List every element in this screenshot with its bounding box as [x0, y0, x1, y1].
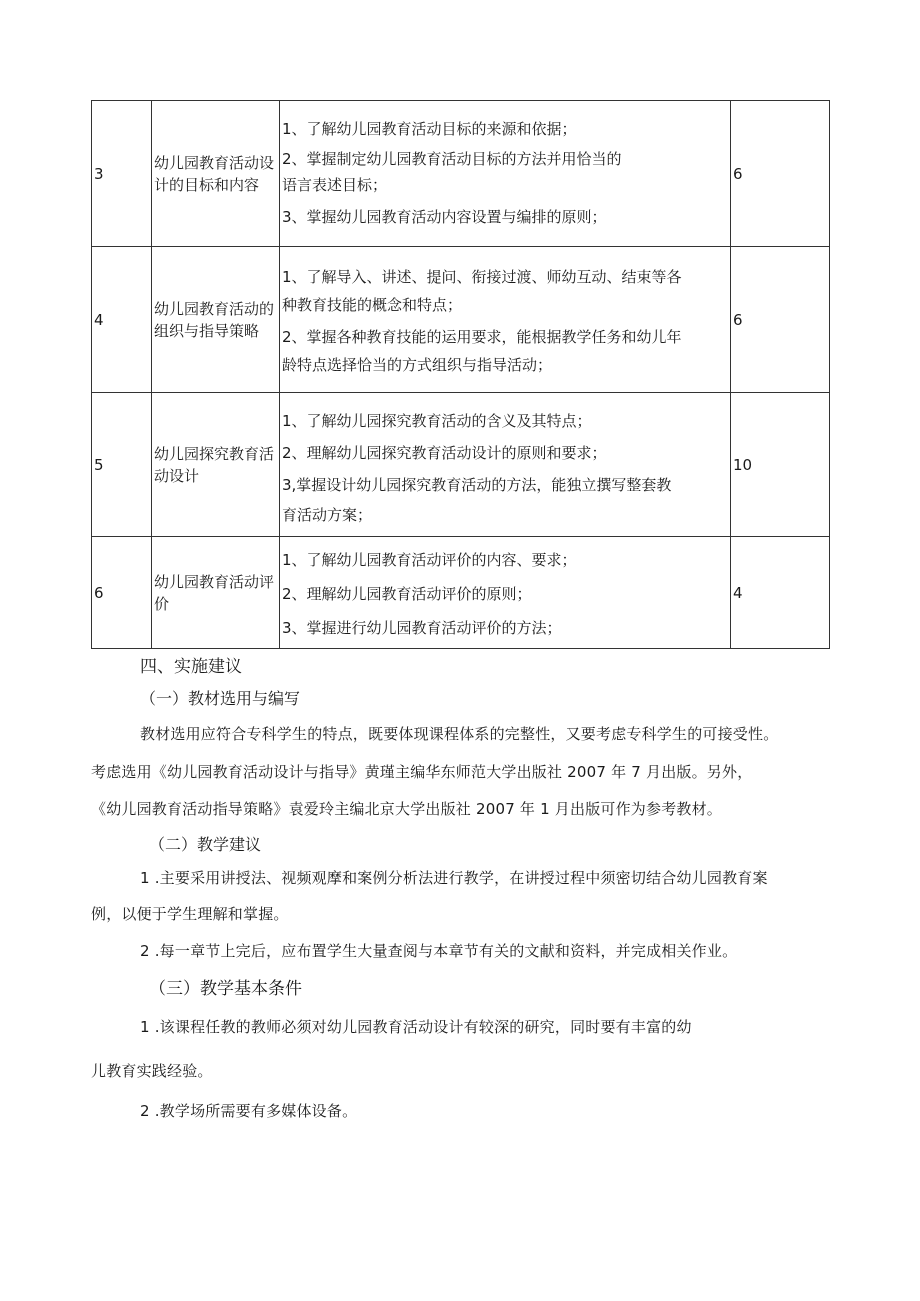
- chapter-number: 5: [92, 393, 152, 537]
- goal-line: 种教育技能的概念和特点；: [282, 295, 463, 314]
- table-row: [92, 247, 830, 393]
- paragraph-line: 教材选用应符合专科学生的特点，既要体现课程体系的完整性，又要考虑专科学生的可接受性。: [140, 725, 779, 743]
- goal-line: 3、掌握进行幼儿园教育活动评价的方法；: [282, 618, 562, 637]
- subsection-heading: （二）教学建议: [149, 835, 262, 854]
- list-item: 儿教育实践经验。: [91, 1062, 213, 1080]
- list-item: 例，以便于学生理解和掌握。: [91, 905, 289, 923]
- chapter-title: 幼儿园教育活动的组织与指导策略: [152, 247, 280, 393]
- goal-line: 龄特点选择恰当的方式组织与指导活动；: [282, 355, 553, 374]
- chapter-hours: 6: [731, 101, 830, 247]
- chapter-hours: 6: [731, 247, 830, 393]
- chapter-title: 幼儿园教育活动设计的目标和内容: [152, 101, 280, 247]
- chapter-hours: 4: [731, 537, 830, 649]
- goal-line: 1、了解幼儿园教育活动评价的内容、要求；: [282, 550, 577, 569]
- list-item: 1 .该课程任教的教师必须对幼儿园教育活动设计有较深的研究，同时要有丰富的幼: [140, 1018, 692, 1036]
- chapter-title: 幼儿园教育活动评价: [152, 537, 280, 649]
- list-item: 2 .教学场所需要有多媒体设备。: [140, 1102, 358, 1120]
- goal-line: 1、了解导入、讲述、提问、衔接过渡、师幼互动、结束等各: [282, 267, 682, 286]
- table-row: [92, 393, 830, 537]
- goal-line: 2、掌握各种教育技能的运用要求，能根据教学任务和幼儿年: [282, 327, 682, 346]
- course-content-table: [91, 100, 830, 649]
- chapter-goals: [280, 247, 731, 393]
- section-heading: 四、实施建议: [140, 657, 242, 677]
- goal-line: 2、掌握制定幼儿园教育活动目标的方法并用恰当的: [282, 149, 622, 168]
- goal-line: 2、理解幼儿园教育活动评价的原则；: [282, 584, 532, 603]
- goal-line: 2、理解幼儿园探究教育活动设计的原则和要求；: [282, 443, 607, 462]
- goal-line: 3,掌握设计幼儿园探究教育活动的方法，能独立撰写整套教: [282, 475, 672, 494]
- goal-line: 1、了解幼儿园教育活动目标的来源和依据；: [282, 119, 577, 138]
- table-row: [92, 101, 830, 247]
- chapter-goals: [280, 101, 731, 247]
- chapter-number: 6: [92, 537, 152, 649]
- paragraph-line: 考虑选用《幼儿园教育活动设计与指导》黄瑾主编华东师范大学出版社 2007 年 7 月出版。另外，: [91, 763, 753, 781]
- chapter-goals: [280, 537, 731, 649]
- paragraph-line: 《幼儿园教育活动指导策略》袁爱玲主编北京大学出版社 2007 年 1 月出版可作为参考教材。: [91, 800, 722, 818]
- chapter-number: 3: [92, 101, 152, 247]
- goal-line: 3、掌握幼儿园教育活动内容设置与编排的原则；: [282, 207, 607, 226]
- list-item: 1 .主要采用讲授法、视频观摩和案例分析法进行教学，在讲授过程中须密切结合幼儿园教育案: [140, 869, 768, 887]
- chapter-hours: 10: [731, 393, 830, 537]
- goal-line: 育活动方案；: [282, 505, 373, 524]
- goal-line: 1、了解幼儿园探究教育活动的含义及其特点；: [282, 411, 592, 430]
- list-item: 2 .每一章节上完后，应布置学生大量查阅与本章节有关的文献和资料，并完成相关作业。: [140, 942, 738, 960]
- subsection-heading: （一）教材选用与编写: [140, 689, 301, 708]
- subsection-heading: （三）教学基本条件: [149, 979, 302, 999]
- table-row: [92, 537, 830, 649]
- chapter-goals: [280, 393, 731, 537]
- chapter-number: 4: [92, 247, 152, 393]
- chapter-title: 幼儿园探究教育活动设计: [152, 393, 280, 537]
- goal-line: 语言表述目标；: [282, 175, 388, 194]
